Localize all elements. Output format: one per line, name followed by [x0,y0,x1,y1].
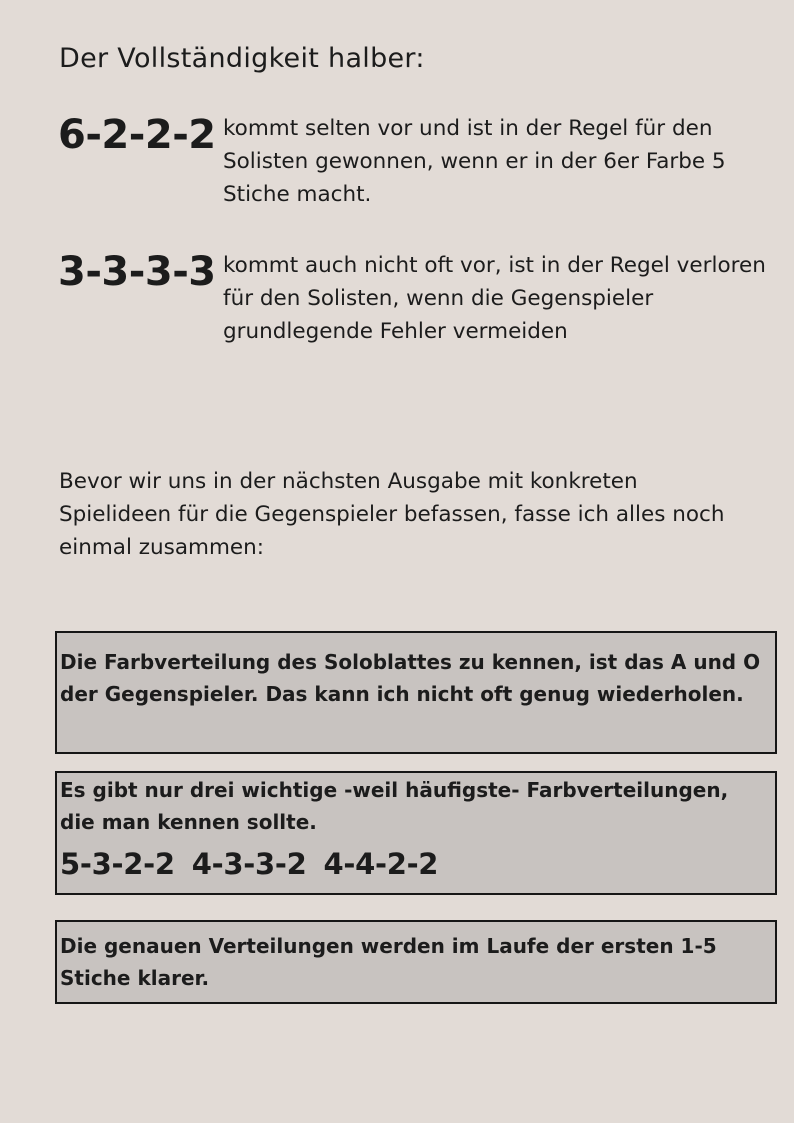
intro-paragraph: Bevor wir uns in der nächsten Ausgabe mit konkreten Spielideen für die Gegenspieler befassen, fasse ich alles noch einmal zusammen: [59,469,725,560]
pattern-description: kommt selten vor und ist in der Regel für den Solisten gewonnen, wenn er in der 6er Farbe 5 Stiche macht. [223,116,726,207]
summary-text: Es gibt nur drei wichtige -weil häufigste- Farbverteilungen, die man kennen sollte. [60,778,729,834]
summary-box-genaue-verteilungen [55,920,777,1004]
pattern-code: 6-2-2-2 [58,112,216,158]
page-heading: Der Vollständigkeit halber: [59,43,425,74]
pattern-description: kommt auch nicht oft vor, ist in der Regel verloren für den Solisten, wenn die Gegenspieler grundlegende Fehler vermeiden [223,253,766,344]
distribution-item: 4-3-3-2 [191,847,307,881]
summary-box-farbverteilung [55,631,777,754]
summary-text: Die genauen Verteilungen werden im Laufe der ersten 1-5 Stiche klarer. [60,934,717,990]
summary-box-wichtige-verteilungen [55,771,777,895]
summary-text: Die Farbverteilung des Soloblattes zu kennen, ist das A und O der Gegenspieler. Das kann ich nicht oft genug wiederholen. [60,650,761,706]
distribution-item: 5-3-2-2 [60,847,175,881]
distribution-item: 4-4-2-2 [323,847,439,881]
pattern-code: 3-3-3-3 [58,249,216,295]
distribution-list [60,847,765,881]
